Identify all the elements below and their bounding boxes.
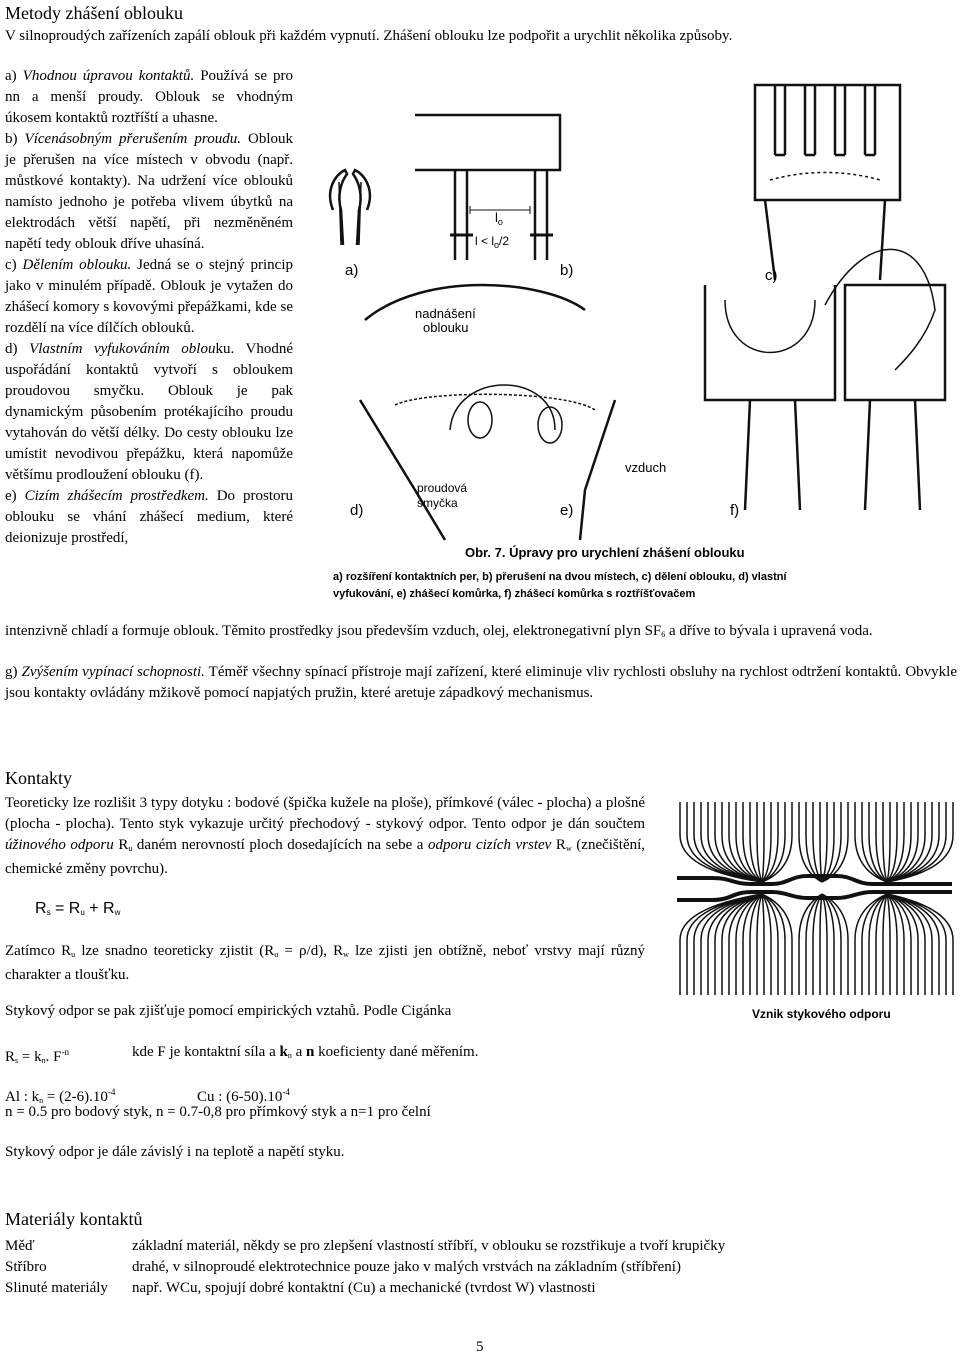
contacts-paragraph-1 [5, 793, 645, 880]
method-c-heading: Dělením oblouku. [22, 257, 132, 273]
contacts-p1-text: Teoreticky lze rozlišit 3 typy dotyku : bodové (špička kužele na ploše), přímkové (válec - plocha) a plošné (plocha - plocha). Tento styk vykazuje určitý přechodový - stykový odpor. Tento odpor je dán součtem [5, 795, 645, 832]
fig-label-f: f) [730, 502, 740, 519]
contacts-p1-italic2: odporu cizích vrstev [428, 837, 552, 853]
section-title-arc-quenching: Metody zhášení oblouku [5, 3, 183, 23]
method-a-label: a) [5, 68, 17, 84]
method-d-text: Vhodné uspořádání kontaktů vytvoří s obloukem proudovou smyčku. Oblouk je pak dynamickým působením protékajícího proudu vytahován do větší délky. Do cesty oblouku lze umístit nevodivou přepážku, která napomůže většímu prodloužení oblouku (f). [5, 341, 293, 483]
material-name: Stříbro [5, 1259, 47, 1275]
cigan-equation-desc: kde F je kontaktní síla a $k_n$ a n koeficienty dané měřením. [132, 1044, 479, 1060]
contacts-p1-R-sub: u [128, 844, 133, 853]
fig-smycka: smyčka [417, 496, 458, 510]
fig-lo-label: $l_o$ [495, 210, 503, 227]
method-e-text: Do prostoru oblouku se vhání zhášecí medium, které deionizuje prostředí, [5, 488, 294, 546]
material-row [5, 1278, 955, 1299]
method-c [5, 255, 293, 339]
fig-label-d: d) [350, 502, 364, 519]
al-coefficient: Al : $k_n = (2-6).10^{-4}$ [5, 1087, 116, 1105]
fig-caption-line1: a) rozšíření kontaktních per, b) přerušení na dvou místech, c) dělení oblouku, d) vlastní [333, 571, 787, 583]
method-b [5, 129, 293, 255]
fig-label-c: c) [765, 267, 778, 284]
contact-figure-caption: Vznik stykového odporu [752, 1007, 891, 1021]
bridge-contact [415, 115, 560, 170]
contacts-paragraph-4: Stykový odpor je dále závislý i na teplotě a napětí styku. [5, 1144, 345, 1160]
section-title-materials: Materiály kontaktů [5, 1209, 143, 1229]
section-title-contacts: Kontakty [5, 768, 72, 788]
method-e-continuation [5, 621, 957, 645]
material-name: Měď [5, 1238, 35, 1254]
material-desc: základní materiál, někdy se pro zlepšení vlastností stříbří, v oblouku se rozstřikuje a tvoří krupičky [132, 1238, 726, 1254]
fig-label-b: b) [560, 262, 574, 279]
fig-caption-line2: vyfukování, e) zhášecí komůrka, f) zhášecí komůrka s roztříšťovačem [333, 588, 696, 600]
page-number: 5 [476, 1339, 484, 1355]
materials-table [5, 1236, 955, 1299]
n-values: n = 0.5 pro bodový styk, n = 0.7-0,8 pro přímkový styk a n=1 pro čelní [5, 1104, 431, 1120]
method-c-label: c) [5, 257, 17, 273]
fig-length-formula: $l < l_o/2$ [475, 234, 510, 250]
method-e-label: e) [5, 488, 17, 504]
contacts-p1-italic1: úžinového odporu [5, 837, 114, 853]
method-g-heading: Zvýšením vypínací schopnosti. [21, 664, 205, 680]
fig-proudova: proudová [417, 481, 468, 495]
current-loop [450, 385, 555, 430]
method-b-heading: Vícenásobným přerušením proudu. [24, 131, 241, 147]
intro-paragraph: V silnoproudých zařízeních zapálí oblouk při každém vypnutí. Zhášení oblouku lze podpořit a urychlit několika způsoby. [5, 28, 733, 44]
formula-rs: $R_s = R_u + R_w$ [35, 900, 121, 917]
method-d-heading-tail: ku. [215, 341, 235, 357]
contact-a-right [353, 170, 370, 245]
sf6-subscript: 6 [661, 630, 666, 639]
method-b-label: b) [5, 131, 18, 147]
method-d-heading: Vlastním vyfukováním oblou [29, 341, 216, 357]
contacts-paragraph-3: Stykový odpor se pak zjišťuje pomocí empirických vztahů. Podle Cigánka [5, 1003, 452, 1019]
method-c-text: Jedná se o stejný princip jako v minulém případě. Oblouk je vytažen do zhášecí komory s kovovými přepážkami, kde se rozdělí na více dílčích oblouků. [5, 257, 294, 336]
quench-chamber-f [845, 285, 945, 400]
contacts-p1-Rw: R [555, 837, 566, 853]
method-e-text-cont: intenzivně chladí a formuje oblouk. Těmito prostředky jsou především vzduch, olej, elektronegativní plyn SF [5, 623, 662, 639]
fig-oblouku: oblouku [423, 320, 469, 335]
material-row [5, 1236, 955, 1257]
fig-nadnaseni: nadnášení [415, 306, 476, 321]
fig-vzduch: vzduch [625, 460, 667, 475]
cigan-equation: $R_s = k_n$. $F^{-n}$ [5, 1047, 69, 1065]
contact-a-left [330, 170, 347, 245]
method-e-heading: Cizím zhášecím prostředkem. [24, 488, 209, 504]
contacts-p1-Rw-sub: w [565, 844, 572, 853]
methods-column [5, 66, 293, 549]
material-row [5, 1257, 955, 1278]
method-a-heading: Vhodnou úpravou kontaktů. [22, 68, 195, 84]
method-e [5, 486, 293, 549]
contacts-paragraph-2: Zatímco $R_u$ lze snadno teoreticky zjistit $(R_u = \rho/d)$, $R_w$ lze zjisti jen obtížně, neboť vrstvy mají různý charakter a tloušťku. [5, 943, 645, 983]
cu-coefficient: Cu : $(6-50).10^{-4}$ [197, 1087, 290, 1105]
material-desc: např. WCu, spojují dobré kontaktní (Cu) a mechanické (tvrdost W) vlastnosti [132, 1280, 596, 1296]
method-b-text: Oblouk je přerušen na více místech v obvodu (např. můstkové kontakty). Na udržení více oblouků namísto jednoho je potřeba vlivem úbytků na elektrodách větší napětí, při nezměněném napětí tedy oblouk dříve uhasíná. [5, 131, 294, 252]
contacts-p1-R: R [118, 837, 129, 853]
method-e-text-end: a dříve to bývala i upravená voda. [665, 623, 873, 639]
splitter-chamber [755, 85, 900, 200]
method-d-label: d) [5, 341, 18, 357]
arc-quenching-figure [305, 70, 960, 620]
material-name: Slinuté materiály [5, 1280, 108, 1296]
method-g-text: Téměř všechny spínací přístroje mají zařízení, které eliminuje vliv rychlosti obsluhy na rychlost odtržení kontaktů. Obvykle jsou kontakty ovládány mžikově pomocí napjatých pružin, které aretuje západkový mechanismus. [5, 664, 957, 701]
contacts-p1-end: (znečištění, chemické změny povrchu). [5, 837, 646, 877]
contact-resistance-figure [672, 800, 957, 1025]
contacts-p1-mid: daném nerovností ploch dosedajících na sebe a [136, 837, 424, 853]
method-d [5, 339, 293, 486]
method-a [5, 66, 293, 129]
fig-label-e: e) [560, 502, 574, 519]
material-desc: drahé, v silnoproudé elektrotechnice pouze jako v malých vrstvách na základním (stříbření) [132, 1259, 681, 1275]
method-g-label: g) [5, 664, 18, 680]
fig-caption-title: Obr. 7. Úpravy pro urychlení zhášení oblouku [465, 545, 745, 560]
fig-label-a: a) [345, 262, 359, 279]
method-a-text: Používá se pro nn a menší proudy. Oblouk se vhodným úkosem kontaktů roztříští a uhasne. [5, 68, 294, 126]
method-g [5, 662, 957, 704]
